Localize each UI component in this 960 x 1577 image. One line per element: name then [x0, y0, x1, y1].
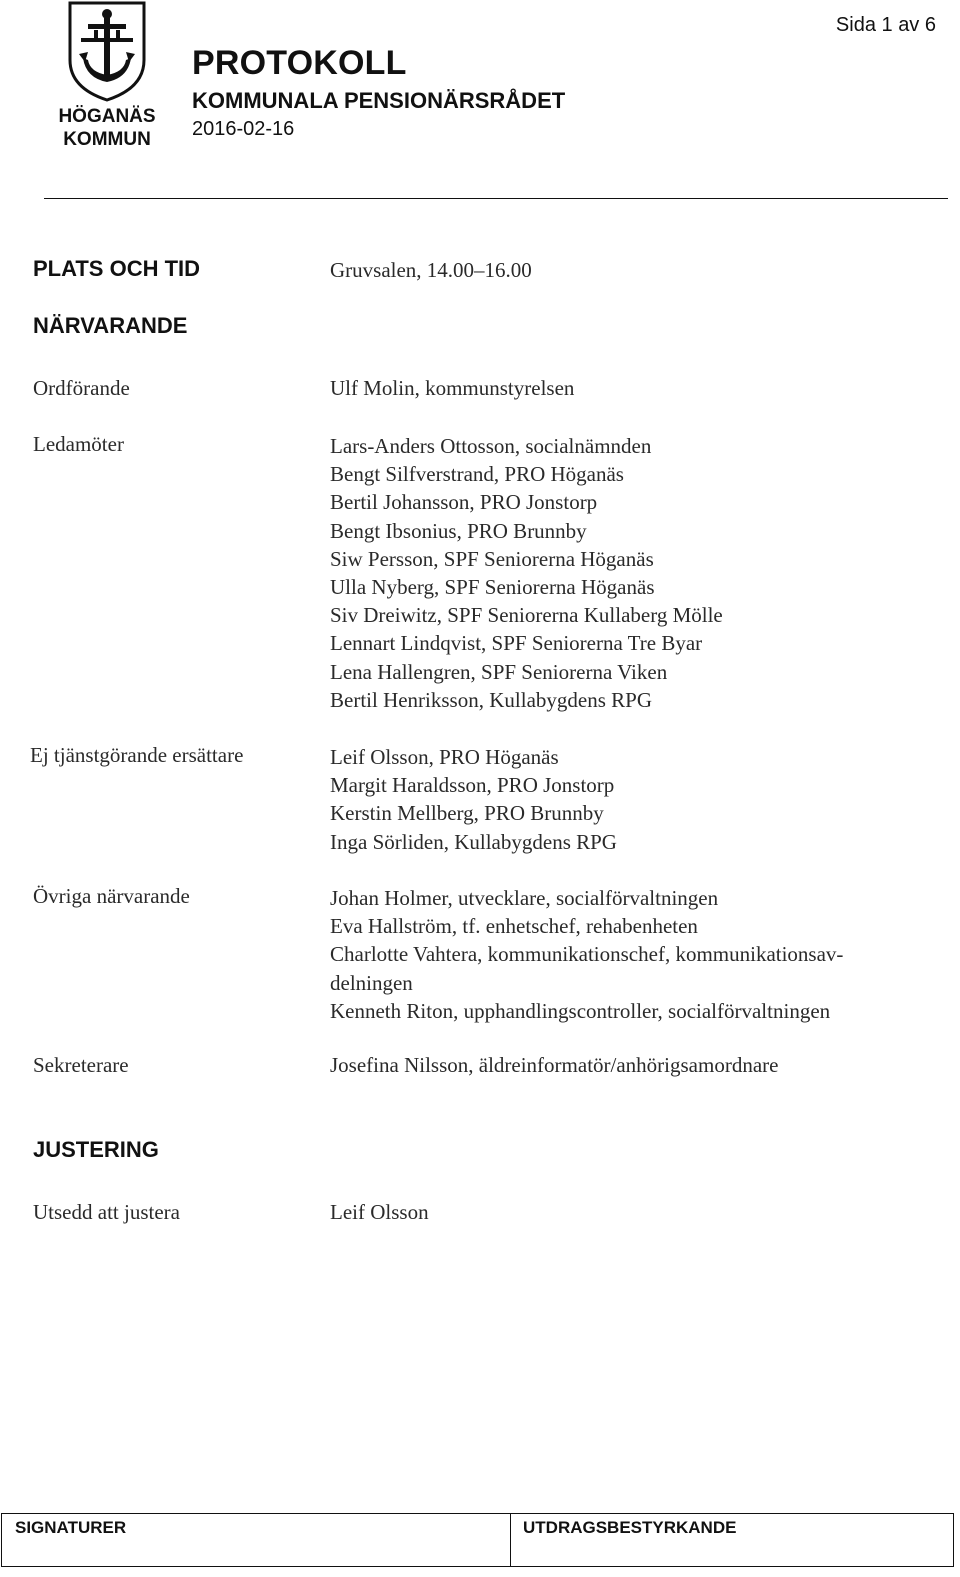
document-subtitle: KOMMUNALA PENSIONÄRSRÅDET — [192, 88, 566, 113]
justering-heading: JUSTERING — [33, 1137, 159, 1162]
list-item: Siv Dreiwitz, SPF Seniorerna Kullaberg Mölle — [330, 603, 723, 628]
list-item: Bertil Johansson, PRO Jonstorp — [330, 490, 598, 515]
list-item: Leif Olsson, PRO Höganäs — [330, 745, 559, 769]
list-item: Kerstin Mellberg, PRO Brunnby — [330, 801, 604, 826]
list-item: Lena Hallengren, SPF Seniorerna Viken — [330, 659, 668, 684]
list-item: Ulla Nyberg, SPF Seniorerna Höganäs — [330, 575, 655, 600]
list-item: Inga Sörliden, Kullabygdens RPG — [330, 829, 617, 854]
list-item: Eva Hallström, tf. enhetschef, rehabenheten — [330, 914, 698, 939]
ordforande-value: Ulf Molin, kommunstyrelsen — [330, 376, 575, 400]
list-item: Margit Haraldsson, PRO Jonstorp — [330, 773, 615, 798]
svg-text:KOMMUN: KOMMUN — [63, 129, 151, 150]
list-item: Lars-Anders Ottosson, socialnämnden — [330, 434, 652, 458]
justering-label: Utsedd att justera — [33, 1200, 180, 1224]
page-counter: Sida 1 av 6 — [835, 14, 936, 36]
sekreterare-label: Sekreterare — [33, 1053, 129, 1077]
plats-och-tid-heading: PLATS OCH TID — [33, 256, 201, 281]
list-item: Siw Persson, SPF Seniorerna Höganäs — [330, 546, 654, 571]
ledamoter-label: Ledamöter — [33, 432, 124, 456]
list-item: Charlotte Vahtera, kommunikationschef, kommunikationsav- — [330, 942, 844, 967]
list-item: Johan Holmer, utvecklare, socialförvaltningen — [330, 886, 719, 910]
signaturer-label: SIGNATURER — [15, 1518, 127, 1537]
document-date: 2016-02-16 — [192, 118, 295, 140]
document-title: PROTOKOLL — [192, 44, 407, 82]
justering-value: Leif Olsson — [330, 1200, 429, 1224]
utdragsbestyrkande-label: UTDRAGSBESTYRKANDE — [523, 1518, 737, 1537]
ordforande-label: Ordförande — [33, 376, 130, 400]
ersattare-label: Ej tjänstgörande ersättare — [30, 743, 244, 767]
ovriga-list — [330, 884, 843, 1025]
signature-box-divider — [510, 1513, 511, 1567]
signature-box — [1, 1513, 954, 1567]
list-item: Lennart Lindqvist, SPF Seniorerna Tre Byar — [330, 631, 703, 656]
sekreterare-value: Josefina Nilsson, äldreinformatör/anhörigsamordnare — [330, 1053, 779, 1077]
list-item: Kenneth Riton, upphandlingscontroller, socialförvaltningen — [330, 998, 831, 1023]
list-item: Bertil Henriksson, Kullabygdens RPG — [330, 687, 652, 712]
ovriga-label: Övriga närvarande — [33, 884, 190, 908]
svg-text:HÖGANÄS: HÖGANÄS — [58, 106, 156, 127]
header-divider — [44, 198, 948, 199]
narvarande-heading: NÄRVARANDE — [33, 313, 188, 338]
list-item: Bengt Ibsonius, PRO Brunnby — [330, 518, 587, 543]
ledamoter-list — [330, 432, 723, 714]
hoganas-kommun-logo — [48, 0, 166, 152]
list-item: Bengt Silfverstrand, PRO Höganäs — [330, 462, 624, 487]
coat-of-arms-icon — [48, 0, 166, 152]
plats-och-tid-value: Gruvsalen, 14.00–16.00 — [330, 258, 532, 282]
list-item: delningen — [330, 970, 413, 995]
ersattare-list — [330, 743, 617, 856]
